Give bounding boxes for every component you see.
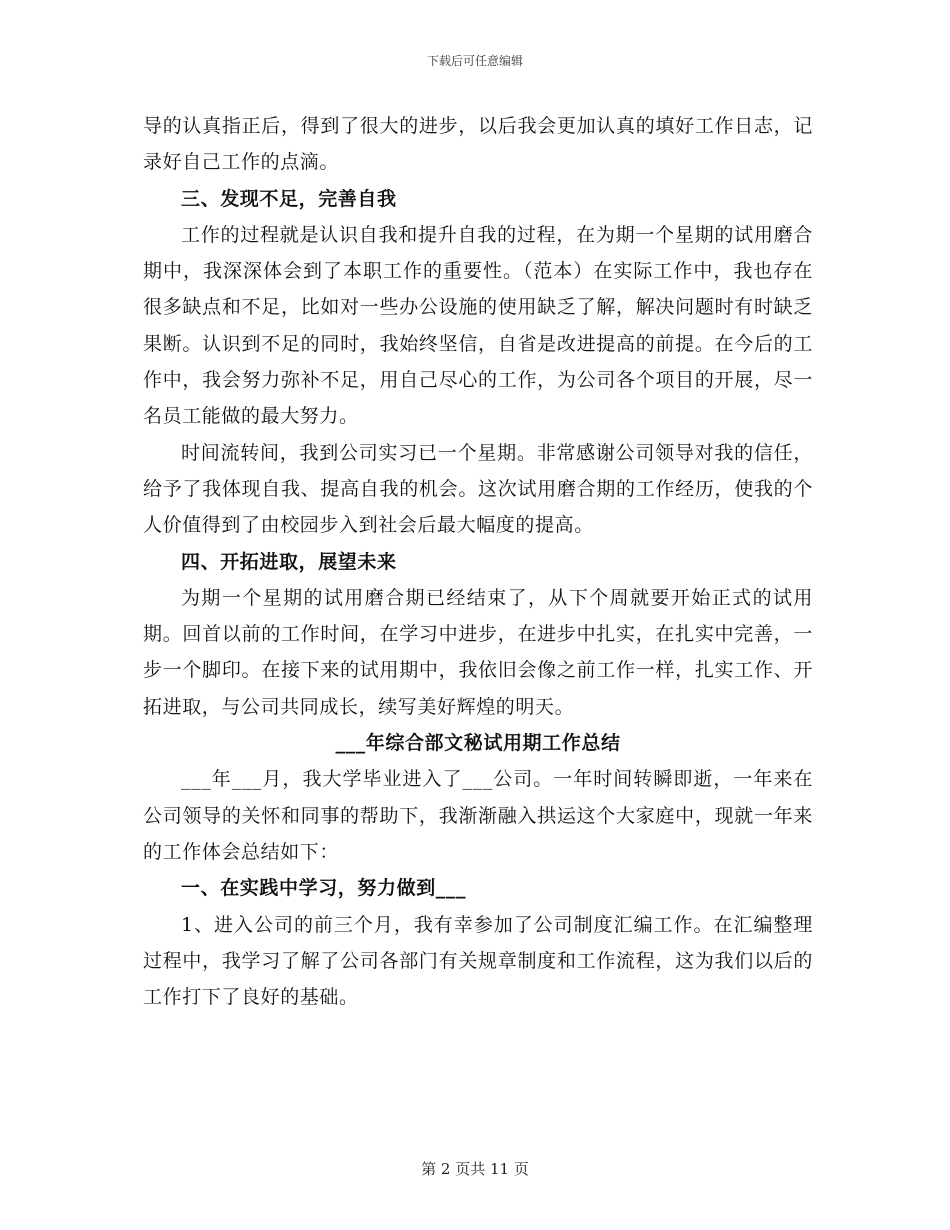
page-number-footer: 第 2 页共 11 页 — [421, 1160, 529, 1178]
paragraph: 工作的过程就是认识自我和提升自我的过程，在为期一个星期的试用磨合期中，我深深体会到了本职工作的重要性。（范本）在实际工作中，我也存在很多缺点和不足，比如对一些办公设施的使用缺乏了解，解决问题时有时缺乏果断。认识到不足的同时，我始终坚信，自省是改进提高的前提。在今后的工作中，我会努力弥补不足，用自己尽心的工作，为公司各个项目的开展，尽一名员工能做的最大努力。 — [143, 223, 813, 428]
document-title: ___年综合部文秘试用期工作总结 — [335, 732, 621, 755]
paragraph: 1、进入公司的前三个月，我有幸参加了公司制度汇编工作。在汇编整理过程中，我学习了解了公司各部门有关规章制度和工作流程，这为我们以后的工作打下了良好的基础。 — [143, 913, 813, 1009]
paragraph: ___年___月，我大学毕业进入了___公司。一年时间转瞬即逝，一年来在公司领导的关怀和同事的帮助下，我渐渐融入拱运这个大家庭中，现就一年来的工作体会总结如下： — [143, 768, 813, 863]
document-body — [143, 108, 813, 1015]
paragraph: 导的认真指正后，得到了很大的进步，以后我会更加认真的填好工作日志，记录好自己工作的点滴。 — [143, 115, 813, 174]
section-heading: 一、在实践中学习，努力做到___ — [181, 877, 467, 900]
section-heading: 三、发现不足，完善自我 — [181, 187, 397, 210]
paragraph: 为期一个星期的试用磨合期已经结束了，从下个周就要开始正式的试用期。回首以前的工作时间，在学习中进步，在进步中扎实，在扎实中完善，一步一个脚印。在接下来的试用期中，我依旧会像之前工作一样，扎实工作、开拓进取，与公司共同成长，续写美好辉煌的明天。 — [143, 586, 813, 718]
section-heading: 四、开拓进取，展望未来 — [181, 550, 397, 573]
paragraph: 时间流转间，我到公司实习已一个星期。非常感谢公司领导对我的信任，给予了我体现自我、提高自我的机会。这次试用磨合期的工作经历，使我的个人价值得到了由校园步入到社会后最大幅度的提高。 — [143, 441, 813, 537]
page-header: 下载后可任意编辑 — [426, 54, 523, 68]
